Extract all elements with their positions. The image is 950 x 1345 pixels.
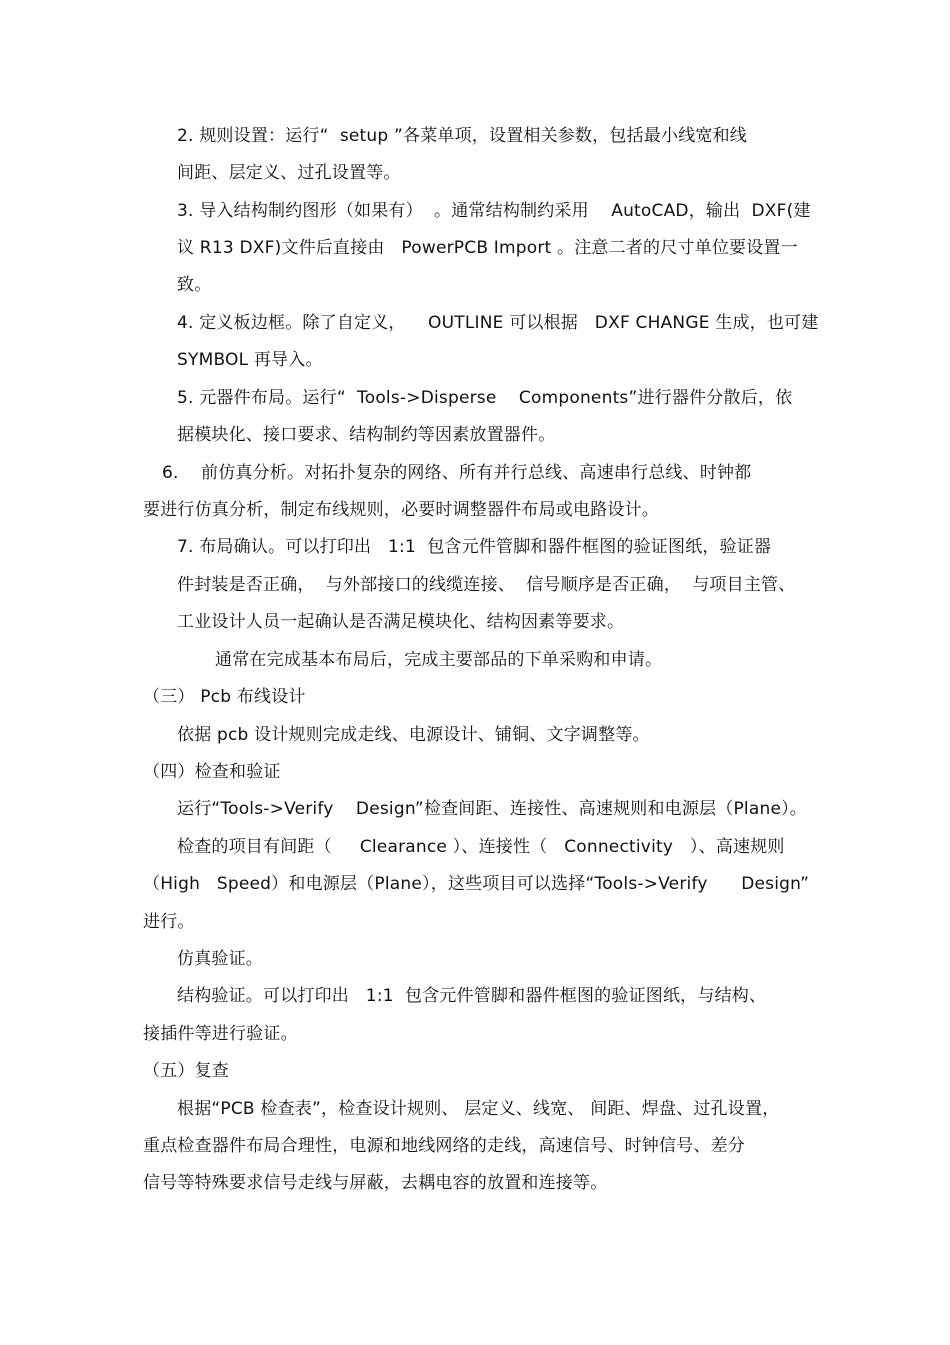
text-line: 仿真验证。	[177, 949, 263, 969]
text-line: 检查的项目有间距（ Clearance ）、连接性（ Connectivity ）、高速规则	[177, 837, 785, 857]
text-line: 件封装是否正确， 与外部接口的线缆连接、 信号顺序是否正确， 与项目主管、	[177, 575, 796, 595]
text-line: 5. 元器件布局。运行“ Tools->Disperse Components”进行器件分散后，依	[177, 388, 793, 408]
section-heading: （五）复查	[143, 1061, 229, 1081]
text-line: 进行。	[143, 912, 195, 932]
text-line: SYMBOL 再导入。	[177, 350, 323, 370]
text-line: 要进行仿真分析，制定布线规则，必要时调整器件布局或电路设计。	[143, 500, 659, 520]
section-heading: （三） Pcb 布线设计	[143, 687, 306, 707]
text-line: 间距、层定义、过孔设置等。	[177, 163, 401, 183]
text-line: 4. 定义板边框。除了自定义， OUTLINE 可以根据 DXF CHANGE 生成，也可建	[177, 313, 819, 333]
text-line: 议 R13 DXF)文件后直接由 PowerPCB Import 。注意二者的尺寸单位要设置一	[177, 238, 798, 258]
text-line: （High Speed）和电源层（Plane），这些项目可以选择“Tools->Verify Design”	[143, 874, 810, 894]
text-line: 据模块化、接口要求、结构制约等因素放置器件。	[177, 425, 556, 445]
text-line: 运行“Tools->Verify Design”检查间距、连接性、高速规则和电源层（Plane）。	[177, 799, 808, 819]
section-heading: （四）检查和验证	[143, 762, 281, 782]
text-line: 致。	[177, 275, 212, 295]
text-line: 通常在完成基本布局后，完成主要部品的下单采购和申请。	[215, 650, 663, 670]
text-line: 接插件等进行验证。	[143, 1024, 298, 1044]
text-line: 信号等特殊要求信号走线与屏蔽，去耦电容的放置和连接等。	[143, 1173, 608, 1193]
text-line: 2. 规则设置：运行“ setup ”各菜单项，设置相关参数，包括最小线宽和线	[177, 126, 747, 146]
text-line: 依据 pcb 设计规则完成走线、电源设计、铺铜、文字调整等。	[177, 725, 650, 745]
text-line: 根据“PCB 检查表”，检查设计规则、 层定义、线宽、 间距、焊盘、过孔设置，	[177, 1099, 780, 1119]
text-line: 7. 布局确认。可以打印出 1:1 包含元件管脚和器件框图的验证图纸，验证器	[177, 537, 772, 557]
text-line: 工业设计人员一起确认是否满足模块化、结构因素等要求。	[177, 612, 625, 632]
text-line: 3. 导入结构制约图形（如果有） 。通常结构制约采用 AutoCAD，输出 DXF(建	[177, 201, 811, 221]
text-line: 6. 前仿真分析。对拓扑复杂的网络、所有并行总线、高速串行总线、时钟都	[162, 463, 752, 483]
text-line: 结构验证。可以打印出 1:1 包含元件管脚和器件框图的验证图纸，与结构、	[177, 986, 767, 1006]
text-line: 重点检查器件布局合理性，电源和地线网络的走线，高速信号、时钟信号、差分	[143, 1136, 745, 1156]
